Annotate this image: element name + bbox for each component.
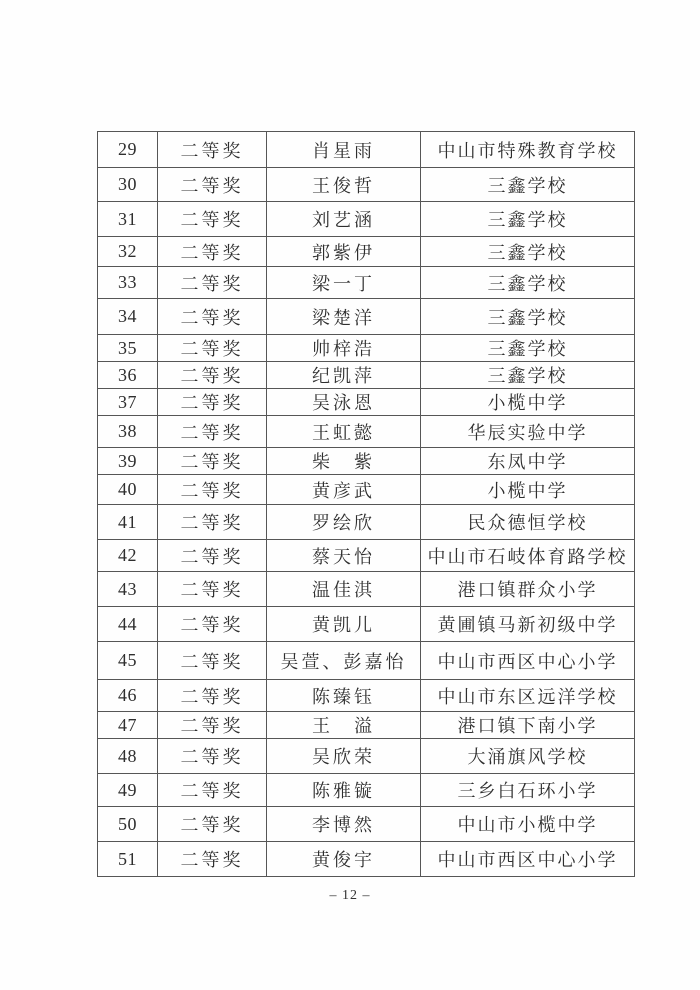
cell-award: 二等奖 xyxy=(158,540,267,572)
cell-name: 温佳淇 xyxy=(267,572,421,607)
cell-school: 三鑫学校 xyxy=(421,362,635,389)
cell-award: 二等奖 xyxy=(158,168,267,202)
table-row xyxy=(98,642,635,680)
table-row xyxy=(98,132,635,168)
cell-school: 中山市西区中心小学 xyxy=(421,842,635,877)
cell-award: 二等奖 xyxy=(158,642,267,680)
cell-no: 31 xyxy=(98,202,158,237)
cell-no: 29 xyxy=(98,132,158,168)
table-row xyxy=(98,807,635,842)
cell-name: 梁楚洋 xyxy=(267,299,421,335)
table-row xyxy=(98,389,635,416)
table-row xyxy=(98,168,635,202)
table-row xyxy=(98,540,635,572)
cell-name: 李博然 xyxy=(267,807,421,842)
cell-no: 41 xyxy=(98,505,158,540)
cell-name: 王俊哲 xyxy=(267,168,421,202)
cell-no: 39 xyxy=(98,448,158,475)
cell-no: 50 xyxy=(98,807,158,842)
cell-school: 三鑫学校 xyxy=(421,168,635,202)
cell-no: 37 xyxy=(98,389,158,416)
cell-award: 二等奖 xyxy=(158,389,267,416)
table-row xyxy=(98,475,635,505)
cell-school: 东凤中学 xyxy=(421,448,635,475)
cell-school: 三鑫学校 xyxy=(421,267,635,299)
cell-award: 二等奖 xyxy=(158,739,267,774)
table-row xyxy=(98,299,635,335)
cell-award: 二等奖 xyxy=(158,475,267,505)
table-row xyxy=(98,505,635,540)
cell-school: 港口镇群众小学 xyxy=(421,572,635,607)
cell-award: 二等奖 xyxy=(158,362,267,389)
cell-no: 43 xyxy=(98,572,158,607)
cell-school: 中山市石岐体育路学校 xyxy=(421,540,635,572)
cell-name: 帅梓浩 xyxy=(267,335,421,362)
cell-no: 46 xyxy=(98,680,158,712)
cell-no: 33 xyxy=(98,267,158,299)
cell-no: 44 xyxy=(98,607,158,642)
cell-no: 34 xyxy=(98,299,158,335)
cell-name: 梁一丁 xyxy=(267,267,421,299)
cell-no: 32 xyxy=(98,237,158,267)
cell-no: 48 xyxy=(98,739,158,774)
cell-award: 二等奖 xyxy=(158,237,267,267)
cell-name: 蔡天怡 xyxy=(267,540,421,572)
cell-award: 二等奖 xyxy=(158,572,267,607)
cell-award: 二等奖 xyxy=(158,132,267,168)
cell-name: 吴萱、彭嘉怡 xyxy=(267,642,421,680)
cell-no: 47 xyxy=(98,712,158,739)
cell-school: 三鑫学校 xyxy=(421,202,635,237)
cell-name: 肖星雨 xyxy=(267,132,421,168)
cell-name: 王 溢 xyxy=(267,712,421,739)
cell-school: 港口镇下南小学 xyxy=(421,712,635,739)
cell-school: 大涌旗风学校 xyxy=(421,739,635,774)
cell-name: 吴欣荣 xyxy=(267,739,421,774)
cell-award: 二等奖 xyxy=(158,448,267,475)
cell-school: 中山市西区中心小学 xyxy=(421,642,635,680)
cell-name: 黄彦武 xyxy=(267,475,421,505)
cell-name: 纪凯萍 xyxy=(267,362,421,389)
cell-name: 王虹懿 xyxy=(267,416,421,448)
cell-no: 30 xyxy=(98,168,158,202)
cell-name: 陈臻钰 xyxy=(267,680,421,712)
cell-name: 黄俊宇 xyxy=(267,842,421,877)
cell-award: 二等奖 xyxy=(158,842,267,877)
table-row xyxy=(98,607,635,642)
table-row xyxy=(98,416,635,448)
cell-name: 黄凯儿 xyxy=(267,607,421,642)
cell-award: 二等奖 xyxy=(158,712,267,739)
award-table xyxy=(97,131,635,877)
table-row xyxy=(98,572,635,607)
cell-name: 吴泳恩 xyxy=(267,389,421,416)
cell-award: 二等奖 xyxy=(158,680,267,712)
cell-no: 38 xyxy=(98,416,158,448)
cell-no: 35 xyxy=(98,335,158,362)
table-row xyxy=(98,335,635,362)
page-number: – 12 – xyxy=(329,888,371,903)
cell-award: 二等奖 xyxy=(158,774,267,807)
cell-award: 二等奖 xyxy=(158,335,267,362)
cell-name: 罗绘欣 xyxy=(267,505,421,540)
cell-school: 华辰实验中学 xyxy=(421,416,635,448)
cell-award: 二等奖 xyxy=(158,416,267,448)
cell-name: 郭紫伊 xyxy=(267,237,421,267)
table-row xyxy=(98,739,635,774)
cell-award: 二等奖 xyxy=(158,299,267,335)
cell-school: 民众德恒学校 xyxy=(421,505,635,540)
cell-school: 中山市小榄中学 xyxy=(421,807,635,842)
table-row xyxy=(98,712,635,739)
cell-school: 三乡白石环小学 xyxy=(421,774,635,807)
table-row xyxy=(98,237,635,267)
table-row xyxy=(98,680,635,712)
cell-school: 三鑫学校 xyxy=(421,335,635,362)
cell-no: 40 xyxy=(98,475,158,505)
cell-award: 二等奖 xyxy=(158,807,267,842)
cell-name: 柴 紫 xyxy=(267,448,421,475)
cell-no: 42 xyxy=(98,540,158,572)
cell-school: 中山市东区远洋学校 xyxy=(421,680,635,712)
cell-school: 三鑫学校 xyxy=(421,237,635,267)
cell-name: 刘艺涵 xyxy=(267,202,421,237)
cell-school: 中山市特殊教育学校 xyxy=(421,132,635,168)
cell-award: 二等奖 xyxy=(158,607,267,642)
table-row xyxy=(98,202,635,237)
cell-award: 二等奖 xyxy=(158,202,267,237)
table-row xyxy=(98,362,635,389)
cell-school: 小榄中学 xyxy=(421,475,635,505)
cell-no: 49 xyxy=(98,774,158,807)
cell-name: 陈雅镟 xyxy=(267,774,421,807)
table-row xyxy=(98,774,635,807)
cell-school: 三鑫学校 xyxy=(421,299,635,335)
cell-no: 36 xyxy=(98,362,158,389)
cell-award: 二等奖 xyxy=(158,267,267,299)
cell-no: 51 xyxy=(98,842,158,877)
award-table-body xyxy=(98,132,635,877)
cell-school: 黄圃镇马新初级中学 xyxy=(421,607,635,642)
table-row xyxy=(98,448,635,475)
cell-award: 二等奖 xyxy=(158,505,267,540)
cell-school: 小榄中学 xyxy=(421,389,635,416)
cell-no: 45 xyxy=(98,642,158,680)
table-row xyxy=(98,842,635,877)
table-row xyxy=(98,267,635,299)
